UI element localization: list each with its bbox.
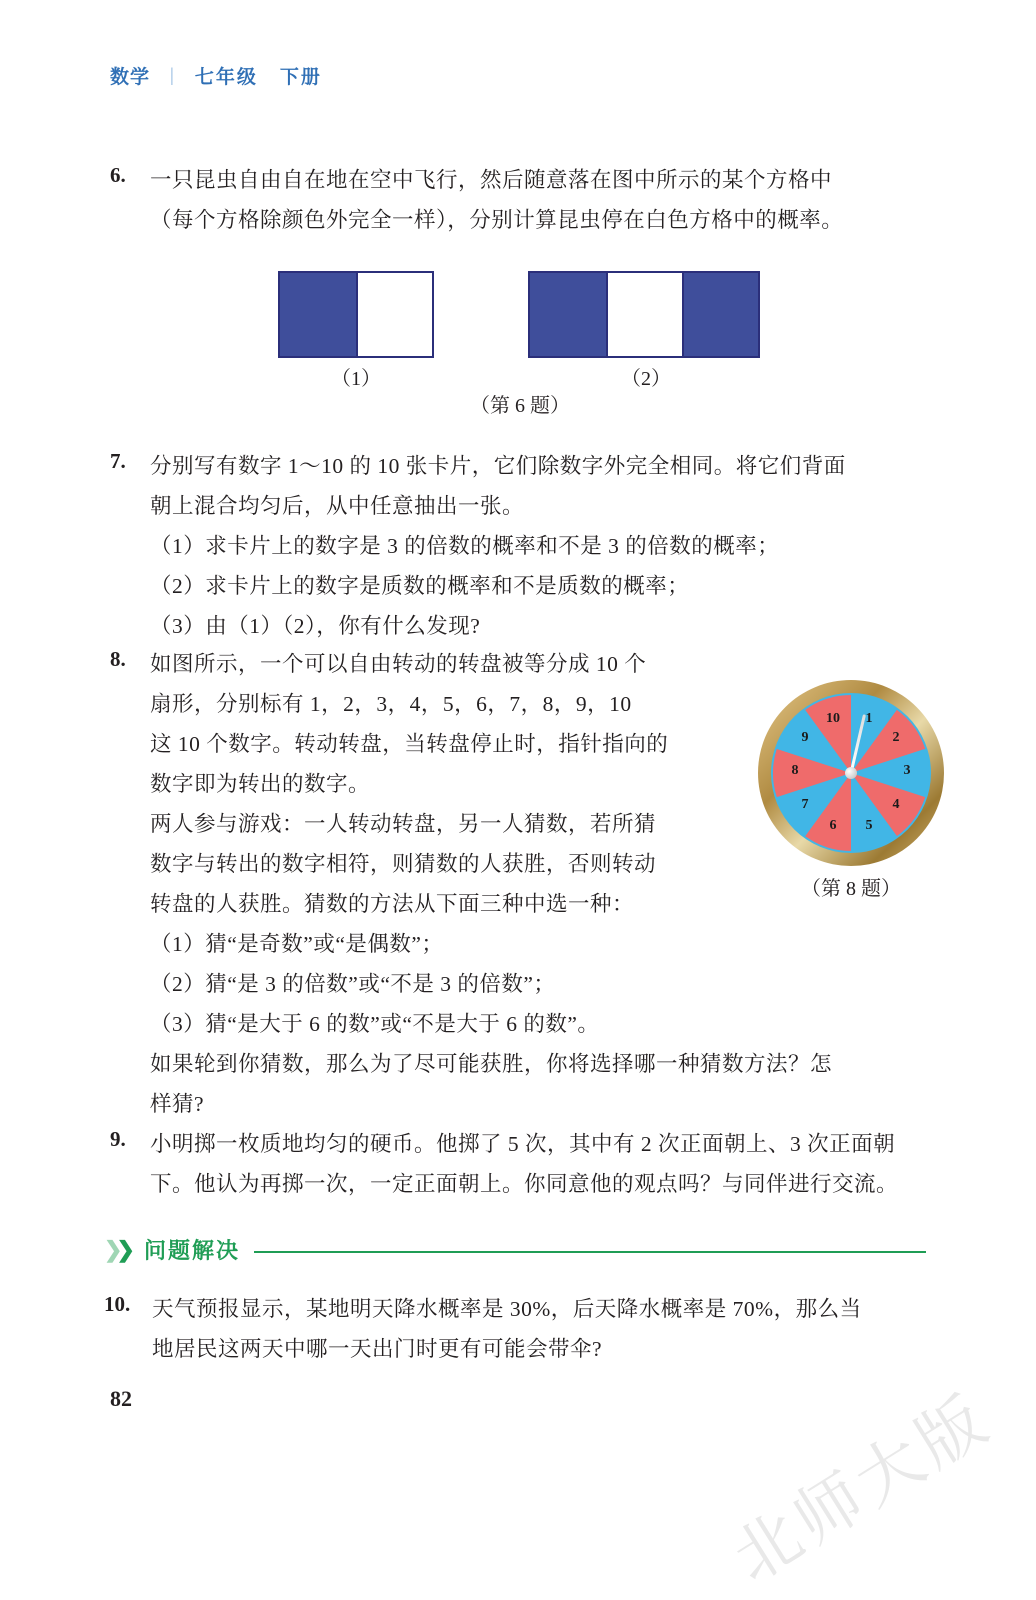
question-8-line-12: 样猜? <box>150 1092 205 1116</box>
question-8-figure-caption: （第 8 题） <box>801 878 901 900</box>
grid-cell-white <box>356 273 432 356</box>
question-7-line-4: （2）求卡片上的数字是质数的概率和不是质数的概率； <box>150 574 690 598</box>
page-number: 82 <box>110 1386 132 1411</box>
question-8-line-11: 如果轮到你猜数，那么为了尽可能获胜，你将选择哪一种猜数方法？怎 <box>150 1052 833 1076</box>
question-9-line-2: 下。他认为再掷一次，一定正面朝上。你同意他的观点吗？与同伴进行交流。 <box>150 1172 899 1196</box>
question-8-line-2: 扇形，分别标有 1，2，3，4，5，6，7，8，9，10 <box>150 692 632 716</box>
question-9-number: 9. <box>110 1127 126 1151</box>
chevron-right-icon: ❯❯ <box>104 1237 129 1262</box>
question-10-line-2: 地居民这两天中哪一天出门时更有可能会带伞? <box>152 1337 603 1361</box>
section-rule <box>254 1251 926 1253</box>
spinner-label-9: 9 <box>801 730 809 745</box>
spinner-label-5: 5 <box>865 818 873 833</box>
spinner-label-4: 4 <box>892 797 900 812</box>
question-6-figure-2-label: （2） <box>621 368 671 390</box>
question-8-line-5: 两人参与游戏：一人转动转盘，另一人猜数，若所猜 <box>150 812 657 836</box>
question-6-line-2: （每个方格除颜色外完全一样），分别计算昆虫停在白色方格中的概率。 <box>150 208 844 232</box>
header-term: 下册 <box>279 67 322 88</box>
question-6-figure-2 <box>528 271 760 358</box>
question-7-number: 7. <box>110 449 126 473</box>
section-title: 问题解决 <box>144 1234 250 1265</box>
question-8-number: 8. <box>110 647 126 671</box>
question-8-line-8: （1）猜“是奇数”或“是偶数”； <box>150 932 444 956</box>
question-6-line-1: 一只昆虫自由自在地在空中飞行，然后随意落在图中所示的某个方格中 <box>150 168 833 192</box>
question-8-line-6: 数字与转出的数字相符，则猜数的人获胜，否则转动 <box>150 852 657 876</box>
grid-cell-blue <box>682 273 758 356</box>
header-grade: 七年级 <box>194 67 258 88</box>
question-9-text <box>150 1124 940 1204</box>
spinner-label-6: 6 <box>829 818 837 833</box>
spinner-label-10: 10 <box>826 711 840 726</box>
question-6-figure-1 <box>278 271 434 358</box>
question-7-line-1: 分别写有数字 1～10 的 10 张卡片，它们除数字外完全相同。将它们背面 <box>150 454 846 478</box>
question-8-line-9: （2）猜“是 3 的倍数”或“不是 3 的倍数”； <box>150 972 556 996</box>
question-8-text-lower <box>150 924 940 1124</box>
spinner-label-1: 1 <box>865 711 873 726</box>
question-6-figure-caption: （第 6 题） <box>470 395 570 417</box>
question-6-text <box>150 160 940 240</box>
question-8-line-3: 这 10 个数字。转动转盘，当转盘停止时，指针指向的 <box>150 732 669 756</box>
question-6-figure-1-label: （1） <box>331 368 381 390</box>
spinner-label-2: 2 <box>892 730 900 745</box>
section-heading <box>104 1234 926 1268</box>
header-subject: 数学 <box>110 67 151 88</box>
question-10-line-1: 天气预报显示，某地明天降水概率是 30%，后天降水概率是 70%，那么当 <box>152 1297 862 1321</box>
spinner-figure <box>758 680 944 866</box>
question-8-line-10: （3）猜“是大于 6 的数”或“不是大于 6 的数”。 <box>150 1012 600 1036</box>
question-8-line-1: 如图所示，一个可以自由转动的转盘被等分成 10 个 <box>150 652 647 676</box>
grid-cell-white <box>606 273 682 356</box>
question-10-number: 10. <box>104 1292 131 1316</box>
question-8-line-4: 数字即为转出的数字。 <box>150 772 371 796</box>
header-divider: | <box>170 64 175 86</box>
question-9-line-1: 小明掷一枚质地均匀的硬币。他掷了 5 次，其中有 2 次正面朝上、3 次正面朝 <box>150 1132 896 1156</box>
spinner-hub <box>845 767 857 779</box>
grid-cell-blue <box>530 273 606 356</box>
question-7-line-3: （1）求卡片上的数字是 3 的倍数的概率和不是 3 的倍数的概率； <box>150 534 780 558</box>
question-7-text <box>150 446 940 646</box>
page-header <box>110 62 322 89</box>
spinner-face <box>771 693 931 853</box>
question-7-line-2: 朝上混合均匀后，从中任意抽出一张。 <box>150 494 525 518</box>
question-8-text-upper <box>150 644 750 924</box>
spinner-label-8: 8 <box>791 763 799 778</box>
question-10-text <box>152 1289 942 1369</box>
question-8-line-7: 转盘的人获胜。猜数的方法从下面三种中选一种： <box>150 892 635 916</box>
watermark: 北师大版 <box>720 1381 1004 1597</box>
question-7-line-5: （3）由（1）（2），你有什么发现? <box>150 614 481 638</box>
spinner-label-7: 7 <box>801 797 809 812</box>
spinner-label-3: 3 <box>903 763 911 778</box>
question-6-number: 6. <box>110 163 126 187</box>
grid-cell-blue <box>280 273 356 356</box>
